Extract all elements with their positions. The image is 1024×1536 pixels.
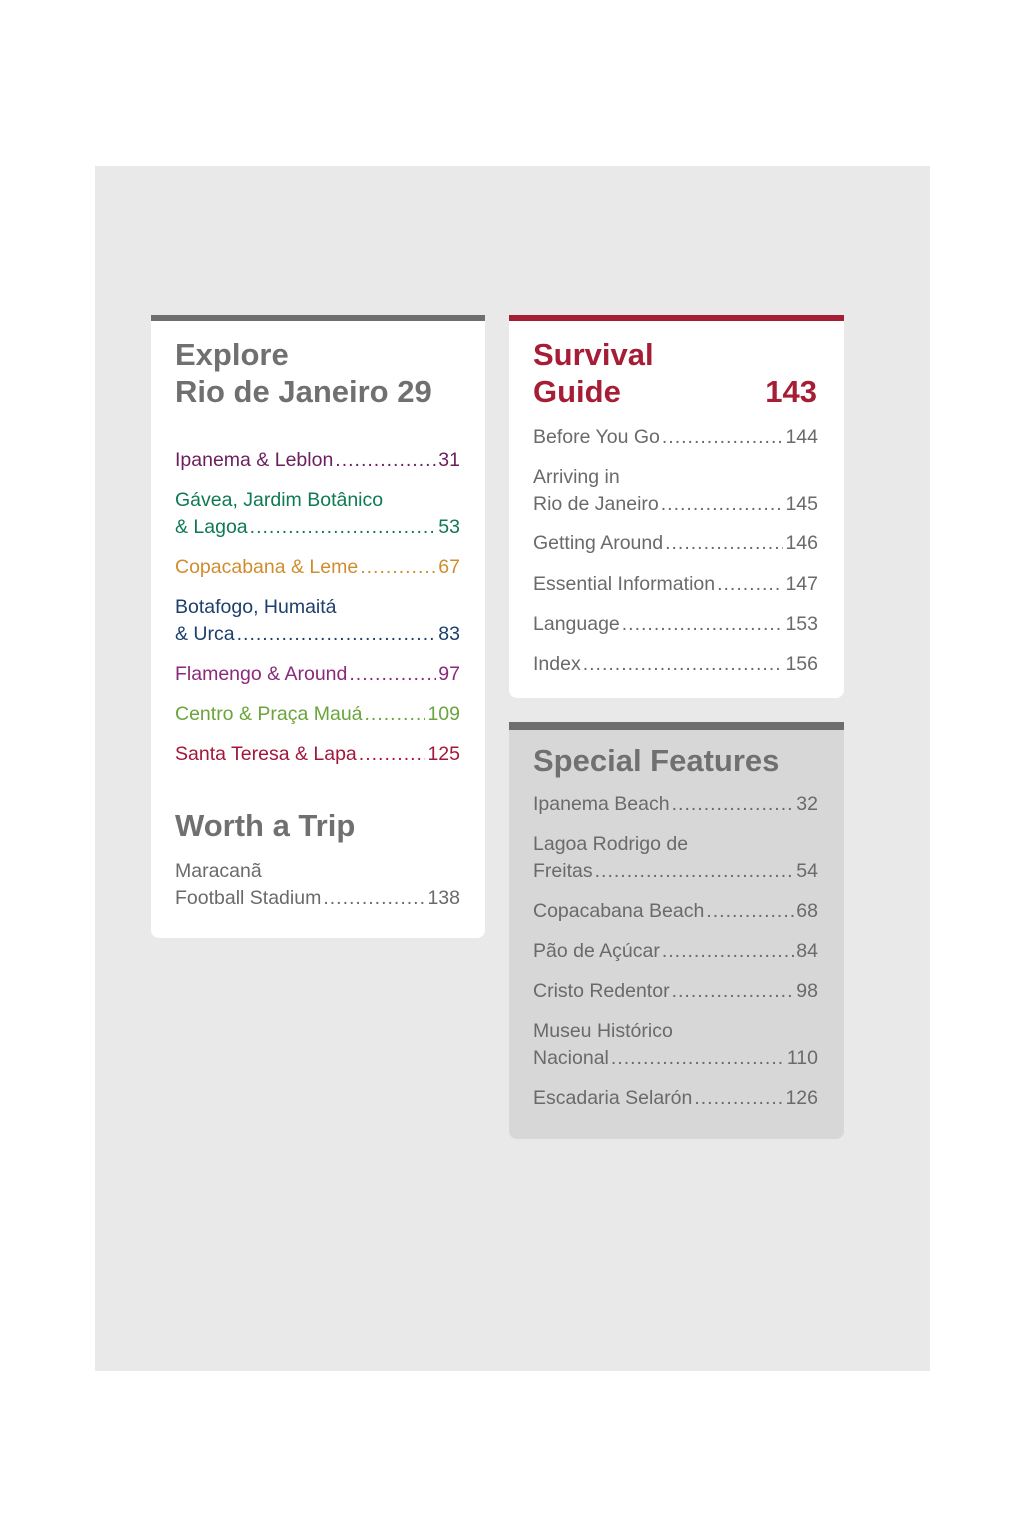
- toc-page-number: 97: [438, 663, 460, 685]
- worth-a-trip-title: Worth a Trip: [175, 808, 356, 843]
- toc-page-number: 125: [427, 743, 460, 765]
- toc-entry-label-cont: Freitas: [533, 860, 593, 882]
- toc-entry-label: Ipanema & Leblon: [175, 449, 334, 471]
- toc-entry-label: Centro & Praça Mauá: [175, 703, 363, 725]
- toc-entry-pao-de-acucar[interactable]: [533, 938, 818, 965]
- toc-entry-label: Arriving in: [533, 466, 620, 488]
- toc-entry-botafogo[interactable]: [175, 594, 460, 648]
- toc-entry-arriving[interactable]: [533, 464, 818, 518]
- toc-entry-before-you-go[interactable]: [533, 424, 818, 451]
- toc-page-number: 144: [785, 426, 818, 448]
- explore-topbar: [151, 315, 485, 321]
- toc-entry-label: Flamengo & Around: [175, 663, 348, 685]
- toc-page-number: 138: [427, 887, 460, 909]
- toc-entry-label: Botafogo, Humaitá: [175, 596, 337, 618]
- dot-leader: [237, 621, 437, 648]
- dot-leader: [360, 554, 436, 581]
- toc-entry-ipanema-beach[interactable]: [533, 791, 818, 818]
- toc-entry-flamengo[interactable]: [175, 661, 460, 688]
- toc-entry-label-cont: Rio de Janeiro: [533, 493, 659, 515]
- dot-leader: [665, 530, 783, 557]
- toc-entry-label-cont: Nacional: [533, 1047, 609, 1069]
- dot-leader: [622, 611, 784, 638]
- toc-entry-label: Museu Histórico: [533, 1020, 673, 1042]
- toc-entry-copacabana-leme[interactable]: [175, 554, 460, 581]
- special-features-title: Special Features: [533, 743, 780, 778]
- dot-leader: [717, 571, 783, 598]
- toc-entry-label: Essential Information: [533, 573, 716, 595]
- survival-title-line2: Guide: [533, 374, 621, 409]
- survival-title: [533, 336, 817, 410]
- dot-leader: [595, 858, 795, 885]
- toc-entry-ipanema-leblon[interactable]: [175, 447, 460, 474]
- dot-leader: [706, 898, 794, 925]
- special-topbar: [509, 722, 844, 730]
- toc-entry-label: Index: [533, 653, 581, 675]
- toc-page-number: 146: [785, 532, 818, 554]
- toc-entry-language[interactable]: [533, 611, 818, 638]
- toc-page-number: 147: [785, 573, 818, 595]
- dot-leader: [662, 424, 784, 451]
- dot-leader: [672, 791, 795, 818]
- dot-leader: [335, 447, 436, 474]
- survival-title-line1: Survival: [533, 337, 654, 372]
- toc-page-number: 67: [438, 556, 460, 578]
- toc-page-number: 153: [785, 613, 818, 635]
- toc-page-number: 83: [438, 623, 460, 645]
- toc-entry-centro[interactable]: [175, 701, 460, 728]
- toc-entry-copacabana-beach[interactable]: [533, 898, 818, 925]
- toc-entry-label: Copacabana Beach: [533, 900, 705, 922]
- toc-page-number: 54: [796, 860, 818, 882]
- dot-leader: [583, 651, 784, 678]
- dot-leader: [672, 978, 795, 1005]
- toc-entry-label: Gávea, Jardim Botânico: [175, 489, 384, 511]
- toc-entry-label: Maracanã: [175, 860, 262, 882]
- toc-entry-maracana[interactable]: [175, 858, 460, 912]
- dot-leader: [250, 514, 437, 541]
- toc-page-number: 109: [427, 703, 460, 725]
- toc-entry-museu-historico[interactable]: [533, 1018, 818, 1072]
- toc-entry-label: Before You Go: [533, 426, 660, 448]
- toc-entry-santa-teresa[interactable]: [175, 741, 460, 768]
- toc-entry-label: Cristo Redentor: [533, 980, 670, 1002]
- toc-page-number: 98: [796, 980, 818, 1002]
- special-features-card: [509, 722, 844, 1139]
- toc-entry-lagoa[interactable]: [533, 831, 818, 885]
- survival-title-page: 143: [765, 374, 817, 409]
- toc-entry-label: Escadaria Selarón: [533, 1087, 693, 1109]
- explore-title: [175, 336, 465, 410]
- toc-entry-label-cont: & Lagoa: [175, 516, 248, 538]
- toc-page-number: 110: [786, 1047, 818, 1069]
- toc-entry-label-cont: Football Stadium: [175, 887, 322, 909]
- toc-entry-essential-information[interactable]: [533, 571, 818, 598]
- toc-entry-label: Language: [533, 613, 620, 635]
- toc-entry-label: Pão de Açúcar: [533, 940, 660, 962]
- toc-entry-getting-around[interactable]: [533, 530, 818, 557]
- toc-entry-gavea[interactable]: [175, 487, 460, 541]
- toc-page-number: 156: [785, 653, 818, 675]
- toc-entry-cristo-redentor[interactable]: [533, 978, 818, 1005]
- explore-title-line2: Rio de Janeiro 29: [175, 374, 432, 409]
- toc-page-number: 31: [438, 449, 460, 471]
- survival-topbar: [509, 315, 844, 321]
- toc-page-number: 32: [796, 793, 818, 815]
- dot-leader: [365, 701, 426, 728]
- survival-guide-card: [509, 315, 844, 698]
- toc-page-number: 53: [438, 516, 460, 538]
- dot-leader: [359, 741, 426, 768]
- toc-entry-label: Santa Teresa & Lapa: [175, 743, 357, 765]
- dot-leader: [661, 491, 784, 518]
- toc-page-number: 84: [796, 940, 818, 962]
- toc-entry-label: Copacabana & Leme: [175, 556, 359, 578]
- dot-leader: [349, 661, 436, 688]
- toc-entry-label: Getting Around: [533, 532, 664, 554]
- explore-card: [151, 315, 485, 938]
- toc-entry-escadaria-selaron[interactable]: [533, 1085, 818, 1112]
- toc-entry-index[interactable]: [533, 651, 818, 678]
- dot-leader: [662, 938, 794, 965]
- toc-page-number: 68: [796, 900, 818, 922]
- toc-entry-label: Ipanema Beach: [533, 793, 670, 815]
- toc-page-number: 145: [785, 493, 818, 515]
- dot-leader: [694, 1085, 783, 1112]
- explore-title-line1: Explore: [175, 337, 289, 372]
- toc-entry-label-cont: & Urca: [175, 623, 235, 645]
- dot-leader: [611, 1045, 785, 1072]
- dot-leader: [323, 885, 425, 912]
- toc-page-number: 126: [785, 1087, 818, 1109]
- toc-entry-label: Lagoa Rodrigo de: [533, 833, 689, 855]
